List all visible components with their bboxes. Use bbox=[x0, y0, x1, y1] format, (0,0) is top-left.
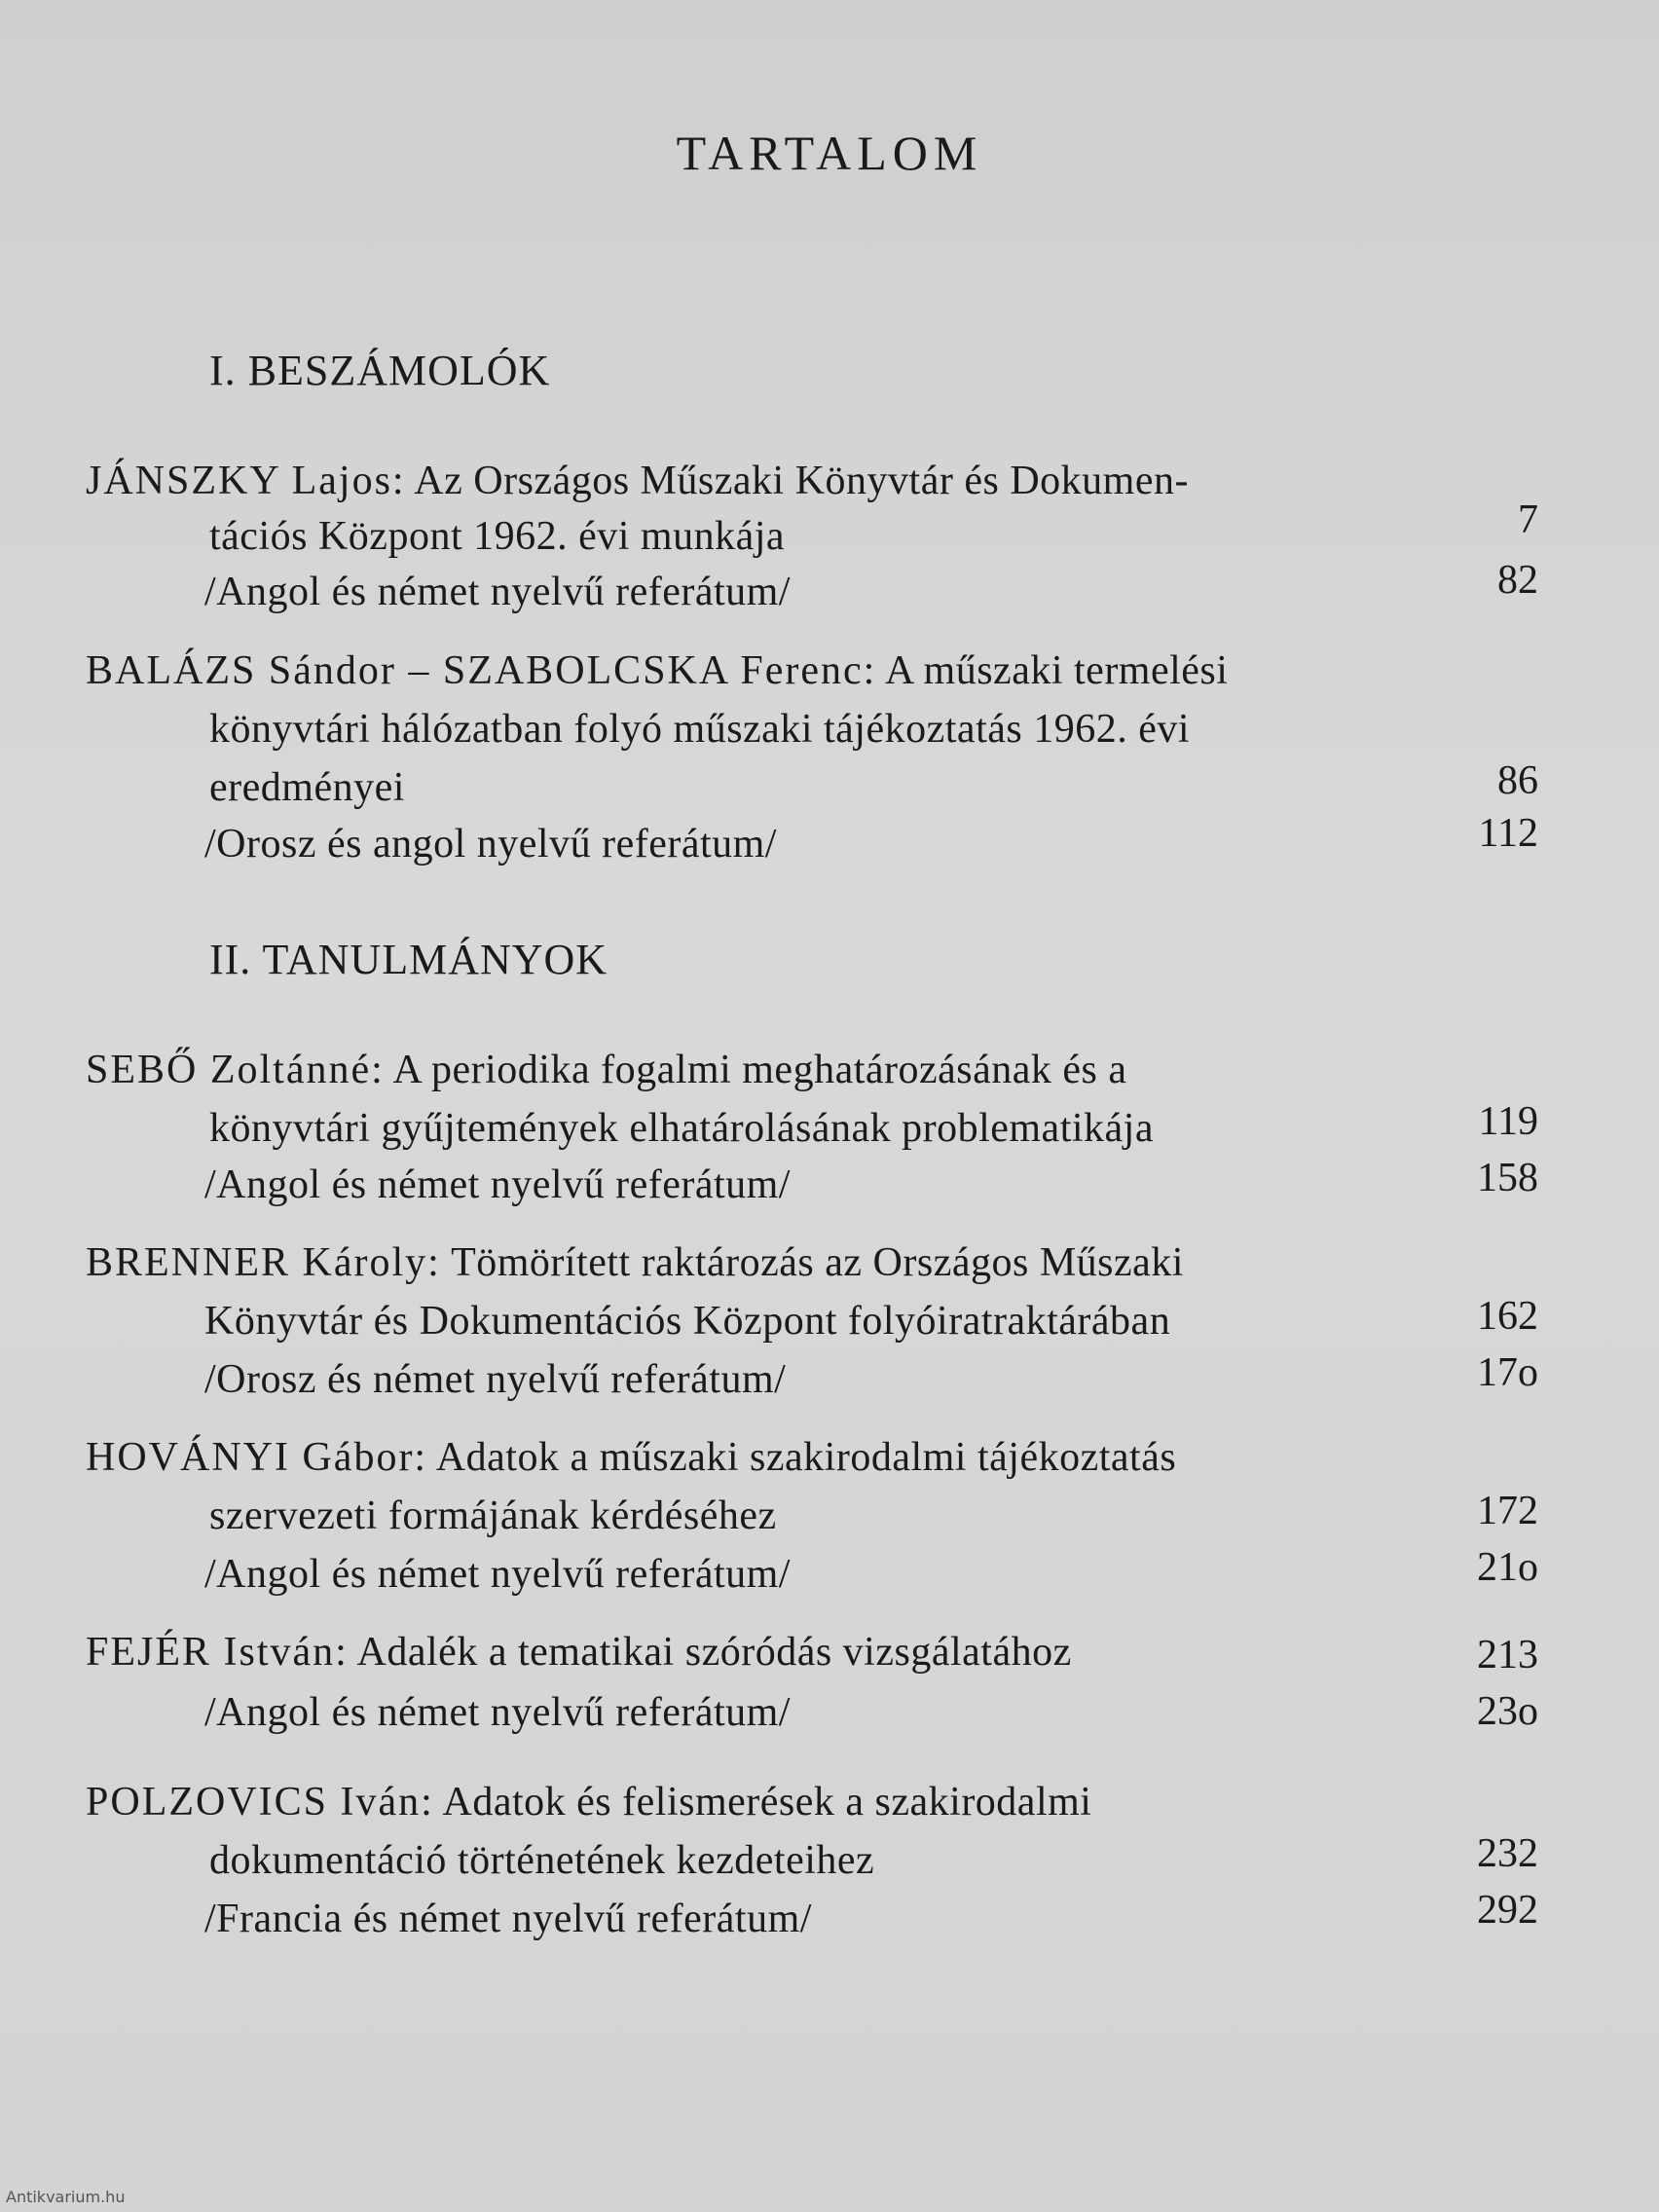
page-number: 23o bbox=[1477, 1689, 1538, 1734]
entry-title-line: dokumentáció történetének kezdeteihez bbox=[209, 1838, 875, 1883]
entry-author: BALÁZS Sándor – SZABOLCSKA Ferenc: bbox=[86, 648, 877, 693]
page-number: 86 bbox=[1497, 758, 1538, 803]
page-number: 82 bbox=[1497, 558, 1538, 603]
entry-title-line: könyvtári gyűjtemények elhatárolásának problematikája bbox=[209, 1106, 1154, 1151]
entry-title-line: Adatok a műszaki szakirodalmi tájékoztatás bbox=[435, 1435, 1177, 1480]
page-number: 17o bbox=[1477, 1350, 1538, 1395]
toc-entry-first-line bbox=[86, 1047, 1127, 1093]
entry-author: FEJÉR István: bbox=[86, 1630, 349, 1675]
entry-author: BRENNER Károly: bbox=[86, 1240, 441, 1285]
entry-title-line: Tömörített raktározás az Országos Műszaki bbox=[451, 1240, 1184, 1285]
page-number: 21o bbox=[1477, 1545, 1538, 1590]
entry-author: SEBŐ Zoltánné: bbox=[86, 1048, 385, 1092]
entry-summary-line: /Orosz és német nyelvű referátum/ bbox=[204, 1357, 787, 1402]
page-title: TARTALOM bbox=[676, 126, 983, 180]
entry-title-line: tációs Központ 1962. évi munkája bbox=[209, 514, 786, 559]
entry-author: HOVÁNYI Gábor: bbox=[86, 1435, 428, 1480]
entry-summary-line: /Angol és német nyelvű referátum/ bbox=[204, 1690, 791, 1735]
toc-entry-first-line bbox=[86, 1779, 1091, 1825]
page-number: 158 bbox=[1477, 1156, 1538, 1200]
entry-summary-line: /Orosz és angol nyelvű referátum/ bbox=[204, 822, 777, 866]
page-number: 292 bbox=[1477, 1888, 1538, 1933]
entry-title-line: A periodika fogalmi meghatározásának és a bbox=[392, 1048, 1127, 1092]
entry-author: JÁNSZKY Lajos: bbox=[86, 459, 406, 503]
entry-title-line: A műszaki termelési bbox=[885, 648, 1229, 693]
section-heading-1: I. BESZÁMOLÓK bbox=[209, 347, 551, 394]
entry-title-line: Adalék a tematikai szóródás vizsgálatához bbox=[356, 1630, 1072, 1675]
toc-entry-first-line bbox=[86, 1629, 1072, 1676]
entry-author: POLZOVICS Iván: bbox=[86, 1780, 434, 1825]
section-heading-2: II. TANULMÁNYOK bbox=[209, 936, 608, 983]
toc-entry-first-line bbox=[86, 458, 1189, 504]
entry-summary-line: /Angol és német nyelvű referátum/ bbox=[204, 1162, 791, 1207]
toc-entry-first-line bbox=[86, 1434, 1176, 1481]
entry-title-line: szervezeti formájának kérdéséhez bbox=[209, 1493, 777, 1538]
watermark: Antikvarium.hu bbox=[6, 2188, 126, 2206]
page-number: 119 bbox=[1478, 1099, 1538, 1144]
page-number: 162 bbox=[1477, 1294, 1538, 1339]
page-number: 213 bbox=[1477, 1633, 1538, 1677]
page-number: 7 bbox=[1518, 498, 1538, 542]
toc-entry-first-line bbox=[86, 647, 1228, 694]
page-number: 112 bbox=[1478, 811, 1538, 856]
entry-title-line: Könyvtár és Dokumentációs Központ folyóiratraktárában bbox=[204, 1299, 1171, 1344]
entry-title-line: könyvtári hálózatban folyó műszaki tájékoztatás 1962. évi bbox=[209, 707, 1191, 752]
entry-title-line: Az Országos Műszaki Könyvtár és Dokumen- bbox=[414, 459, 1189, 503]
entry-summary-line: /Francia és német nyelvű referátum/ bbox=[204, 1897, 812, 1941]
entry-summary-line: /Angol és német nyelvű referátum/ bbox=[204, 1552, 791, 1597]
page-number: 172 bbox=[1477, 1489, 1538, 1533]
toc-entry-first-line bbox=[86, 1239, 1184, 1286]
page-number: 232 bbox=[1477, 1831, 1538, 1876]
entry-title-line: Adatok és felismerések a szakirodalmi bbox=[442, 1780, 1092, 1825]
entry-summary-line: /Angol és német nyelvű referátum/ bbox=[204, 570, 791, 614]
entry-title-line: eredményei bbox=[209, 765, 405, 810]
